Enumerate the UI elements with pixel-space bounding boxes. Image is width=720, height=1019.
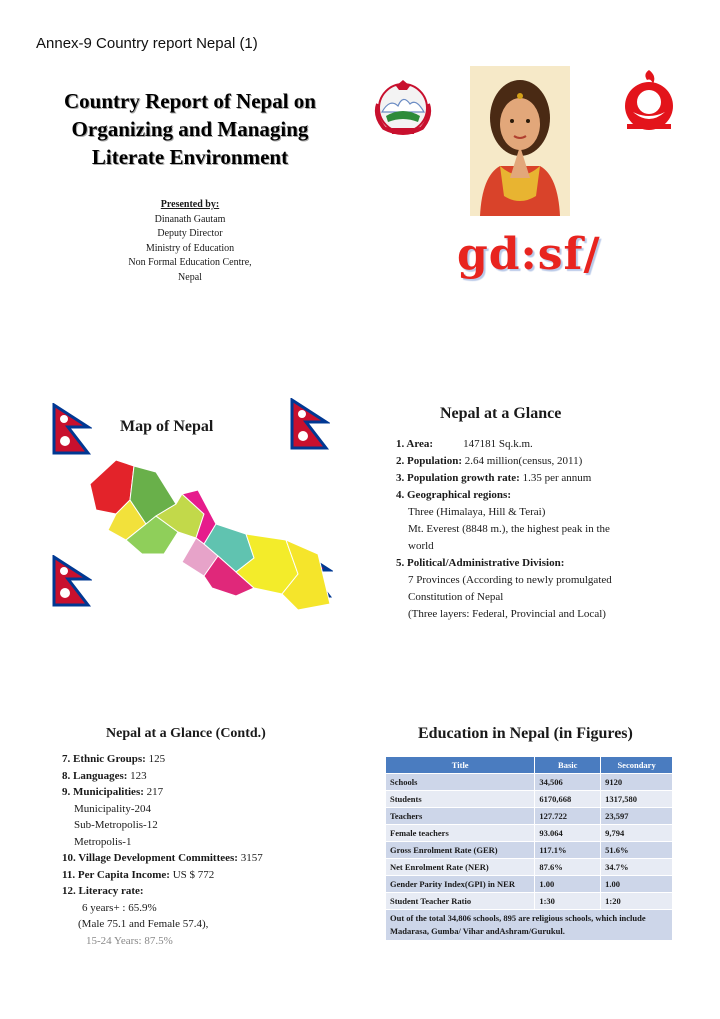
population-label: 2. Population:: [396, 455, 463, 467]
literacy-gender: (Male 75.1 and Female 57.4),: [78, 918, 209, 930]
income-value: US $ 772: [169, 868, 215, 881]
glance-growth: [396, 470, 696, 487]
presenter-centre: Non Formal Education Centre,: [128, 257, 252, 268]
literacy-age: 6 years+ : 65.9%: [82, 901, 157, 914]
nepal-map: [86, 454, 336, 614]
table-row: [386, 774, 673, 791]
presenter-name: Dinanath Gautam: [154, 213, 226, 225]
row-basic: 127.722: [535, 808, 601, 825]
row-title: Female teachers: [386, 825, 535, 842]
geo-label: 4. Geographical regions:: [396, 489, 511, 501]
nepal-emblem-icon: [370, 76, 436, 136]
row-title: Gross Enrolment Rate (GER): [386, 842, 535, 859]
glance-title: Nepal at a Glance: [440, 405, 562, 422]
row-title: Gender Parity Index(GPI) in NER: [386, 876, 535, 893]
growth-value: 1.35 per annum: [519, 472, 592, 484]
header-title: Title: [386, 757, 535, 774]
row-secondary: 51.6%: [601, 842, 673, 859]
languages-value: 123: [127, 769, 147, 782]
glance-area: [396, 436, 696, 453]
admin-line: 7 Provinces (According to newly promulgated: [408, 574, 612, 586]
presenter-role: Deputy Director: [157, 228, 223, 239]
area-num: 1: [396, 438, 402, 450]
row-secondary: 9,794: [601, 825, 673, 842]
education-table: [385, 756, 673, 941]
admin-line: Constitution of Nepal: [408, 591, 504, 603]
row-title: Schools: [386, 774, 535, 791]
map-title: Map of Nepal: [120, 418, 214, 435]
table-row: [386, 825, 673, 842]
row-secondary: 1:20: [601, 893, 673, 910]
income-label: 11. Per Capita Income:: [62, 868, 170, 881]
header-basic: Basic: [535, 757, 601, 774]
row-basic: 93.064: [535, 825, 601, 842]
vdc-label: 10. Village Development Committees:: [62, 852, 238, 864]
literacy-label: 12. Literacy rate:: [62, 885, 144, 897]
page-header: Annex-9 Country report Nepal (1): [36, 35, 258, 52]
geo-line: world: [408, 540, 434, 552]
geo-line: Mt. Everest (8848 m.), the highest peak in the: [408, 523, 610, 535]
admin-label: 5. Political/Administrative Division:: [396, 557, 565, 569]
row-secondary: 9120: [601, 774, 673, 791]
row-basic: 117.1%: [535, 842, 601, 859]
row-title: Student Teacher Ratio: [386, 893, 535, 910]
table-header-row: [386, 757, 673, 774]
geo-line: Three (Himalaya, Hill & Terai): [408, 506, 546, 518]
table-note-row: [386, 910, 673, 941]
municipalities-label: 9. Municipalities:: [62, 786, 144, 798]
row-secondary: 1.00: [601, 876, 673, 893]
table-row: [386, 893, 673, 910]
ethnic-label: 7. Ethnic Groups:: [62, 753, 146, 765]
ethnic-value: 125: [145, 753, 166, 765]
row-title: Students: [386, 791, 535, 808]
row-title: Net Enrolment Rate (NER): [386, 859, 535, 876]
table-row: [386, 791, 673, 808]
area-label: . Area:: [401, 438, 434, 450]
table-note: Out of the total 34,806 schools, 895 are religious schools, which include Madarasa, Gumba/ Vihar andAshram/Gurukul.: [386, 910, 673, 941]
languages-label: 8. Languages:: [62, 769, 128, 782]
row-secondary: 1317,580: [601, 791, 673, 808]
title-line: Organizing and Managing: [71, 117, 309, 141]
table-row: [386, 842, 673, 859]
row-basic: 87.6%: [535, 859, 601, 876]
girl-photo: [470, 66, 570, 216]
glance-list: [396, 436, 696, 623]
table-row: [386, 859, 673, 876]
presenter-ministry: Ministry of Education: [145, 242, 235, 254]
row-basic: 1.00: [535, 876, 601, 893]
municipalities-row: [62, 784, 362, 801]
nepal-flag-icon: [290, 398, 330, 450]
table-row: [386, 876, 673, 893]
muni-line: Municipality-204: [74, 802, 151, 815]
vdc-row: [62, 850, 362, 867]
gdsf-logo-text: gd:sf/: [457, 229, 601, 280]
area-value: 147181 Sq.k.m.: [463, 438, 533, 450]
glance-contd-title: Nepal at a Glance (Contd.): [106, 726, 266, 741]
population-value: 2.64 million(census, 2011): [462, 455, 583, 467]
literacy-youth: 15-24 Years: 87.5%: [86, 934, 173, 947]
nepal-flag-icon: [52, 403, 92, 455]
row-basic: 1:30: [535, 893, 601, 910]
income-row: [62, 867, 362, 884]
education-title: Education in Nepal (in Figures): [418, 725, 633, 742]
row-secondary: 34.7%: [601, 859, 673, 876]
title-line: Literate Environment: [91, 145, 289, 169]
municipalities-value: 217: [143, 786, 164, 798]
row-basic: 6170,668: [535, 791, 601, 808]
presented-by-label: Presented by:: [160, 199, 220, 210]
header-secondary: Secondary: [601, 757, 673, 774]
presenter-country: Nepal: [178, 271, 202, 283]
row-basic: 34,506: [535, 774, 601, 791]
languages-row: [62, 768, 362, 785]
ethnic-row: [62, 751, 362, 768]
glance-contd-list: [62, 751, 362, 949]
row-title: Teachers: [386, 808, 535, 825]
muni-line: Metropolis-1: [74, 835, 132, 848]
vdc-value: 3157: [237, 852, 263, 864]
muni-line: Sub-Metropolis-12: [74, 819, 158, 831]
admin-line: (Three layers: Federal, Provincial and Local): [408, 608, 606, 620]
table-row: [386, 808, 673, 825]
growth-label: 3. Population growth rate:: [396, 472, 520, 484]
lamp-logo-icon: [611, 68, 687, 132]
title-line: Country Report of Nepal on: [64, 89, 316, 113]
glance-population: [396, 453, 696, 470]
presenter-block: [80, 198, 300, 285]
report-title: [40, 87, 340, 171]
row-secondary: 23,597: [601, 808, 673, 825]
